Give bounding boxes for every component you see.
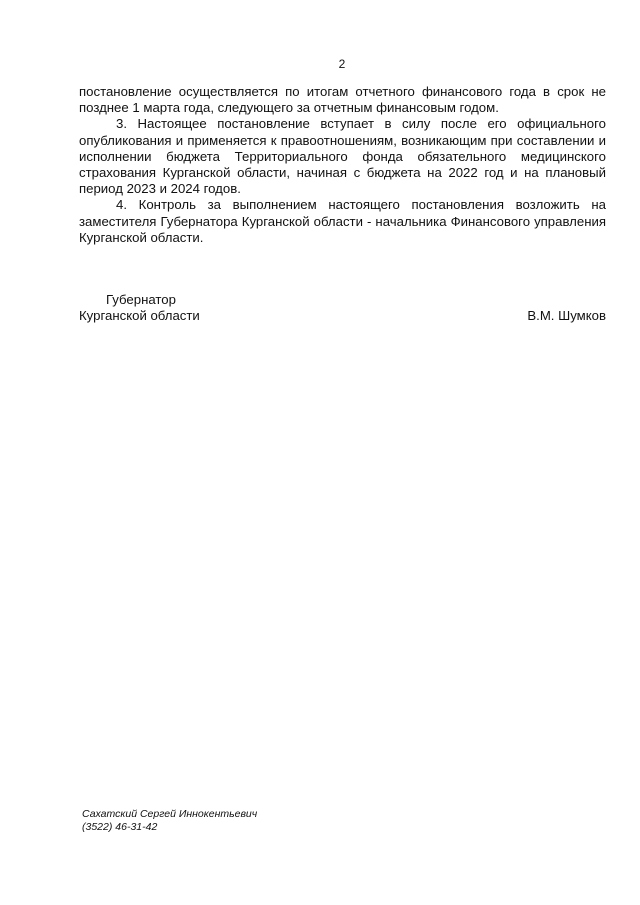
paragraph-4-control: 4. Контроль за выполнением настоящего постановления возложить на заместителя Губернатора Курганской области - начальника Финансового управления Курганской области. [79, 197, 606, 245]
executor-info [82, 808, 257, 834]
page-number: 2 [338, 57, 346, 71]
executor-phone: (3522) 46-31-42 [82, 821, 158, 833]
paragraph-3-effective-date: 3. Настоящее постановление вступает в силу после его официального опубликования и применяется к правоотношениям, возникающим при составлении и исполнении бюджета Территориального фонда обязательного медицинского страхования Курганской области, начиная с бюджета на 2022 год и на плановый период 2023 и 2024 годов. [79, 116, 606, 197]
paragraph-continuation: постановление осуществляется по итогам отчетного финансового года в срок не позднее 1 марта года, следующего за отчетным финансовым годом. [79, 84, 606, 116]
signatory-name: В.М. Шумков [527, 308, 606, 323]
signature-row [79, 308, 606, 324]
document-body [79, 84, 606, 246]
signatory-region: Курганской области [79, 308, 200, 323]
signature-block [79, 292, 606, 324]
signatory-title: Губернатор [106, 292, 176, 307]
executor-name: Сахатский Сергей Иннокентьевич [82, 808, 258, 820]
